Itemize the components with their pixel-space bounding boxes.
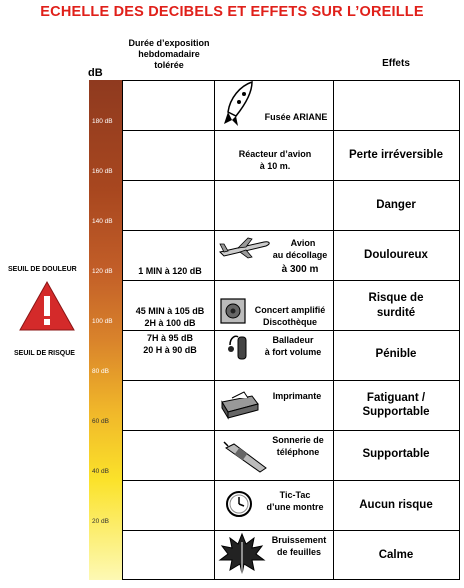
tick-label: 140 dB (92, 218, 113, 225)
source-label: à 10 m. (259, 161, 291, 171)
effect-label: Pénible (375, 348, 417, 360)
source-label: à 300 m (281, 264, 319, 275)
decibel-scale-bar (89, 80, 122, 580)
tick-label: 160 dB (92, 168, 113, 175)
seuil-risque-label: SEUIL DE RISQUE (14, 350, 75, 357)
source-label: Discothèque (262, 317, 317, 327)
tick-label: 180 dB (92, 118, 113, 125)
source-label: Imprimante (272, 391, 322, 401)
tick-label: 60 dB (92, 418, 109, 425)
duration-cell: 2H à 100 dB (144, 318, 196, 328)
effect-label: Fatiguant / (366, 392, 426, 404)
printer-icon (218, 390, 260, 420)
duration-cell: 20 H à 90 dB (143, 345, 197, 355)
airplane-icon (218, 236, 272, 260)
header-duree: Durée d’exposition hebdomadaire tolérée (128, 38, 210, 70)
speaker-icon (218, 296, 248, 326)
effect-label: Supportable (362, 448, 430, 460)
source-label: de feuilles (276, 547, 321, 557)
tick-label: 40 dB (92, 468, 109, 475)
effect-label: Danger (376, 199, 416, 211)
header-effets: Effets (382, 58, 410, 69)
source-label: Concert amplifié (254, 305, 326, 315)
duration-cell: 45 MIN à 105 dB (135, 306, 205, 316)
tick-label: 80 dB (92, 368, 109, 375)
source-label: au décollage (272, 250, 328, 260)
source-label: Réacteur d’avion (238, 149, 312, 159)
source-label: Tic-Tac (279, 490, 311, 500)
effect-label: Perte irréversible (349, 149, 443, 161)
rocket-icon (222, 80, 258, 130)
effect-label: Supportable (362, 406, 430, 418)
source-label: Fusée ARIANE (264, 112, 328, 122)
source-label: Bruissement (271, 535, 327, 545)
source-label: Sonnerie de (272, 435, 324, 445)
source-label: Avion (290, 238, 316, 248)
effect-label: Douloureux (364, 249, 428, 261)
effect-label: surdité (376, 307, 416, 319)
effect-label: Calme (378, 549, 414, 561)
page-title: ECHELLE DES DECIBELS ET EFFETS SUR L’OREILLE (40, 4, 424, 20)
headphones-icon (226, 333, 254, 363)
source-label: d’une montre (266, 502, 324, 512)
effect-label: Aucun risque (359, 499, 433, 511)
effect-label: Risque de (368, 292, 424, 304)
source-label: Balladeur (272, 335, 314, 345)
duration-cell: 1 MIN à 120 dB (138, 266, 202, 276)
warning-icon (18, 280, 76, 332)
seuil-douleur-label: SEUIL DE DOULEUR (8, 266, 77, 273)
tick-label: 20 dB (92, 518, 109, 525)
clock-icon (225, 490, 253, 518)
leaf-icon (218, 530, 266, 578)
header-db: dB (88, 67, 103, 79)
source-label: à fort volume (264, 347, 322, 357)
duration-cell: 7H à 95 dB (146, 333, 194, 343)
tick-label: 120 dB (92, 268, 113, 275)
source-label: téléphone (276, 447, 320, 457)
tick-label: 100 dB (92, 318, 113, 325)
